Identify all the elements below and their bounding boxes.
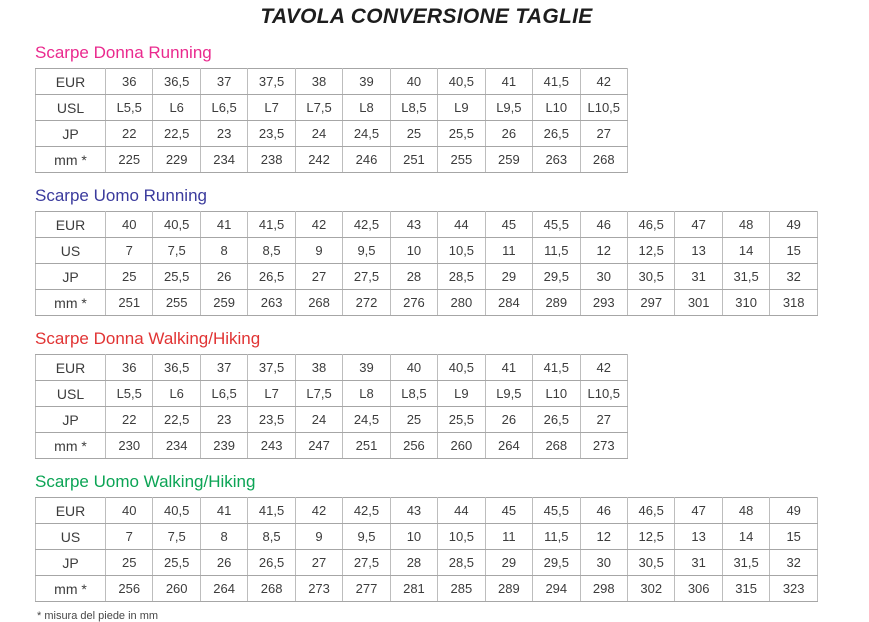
row-label: EUR [36, 212, 106, 238]
size-cell: 10,5 [438, 238, 485, 264]
size-cell: 24 [295, 407, 342, 433]
size-cell: 27 [295, 264, 342, 290]
size-cell: 259 [200, 290, 247, 316]
size-cell: 32 [770, 264, 818, 290]
row-label: USL [36, 381, 106, 407]
size-cell: 46,5 [627, 498, 674, 524]
size-cell: 45 [485, 498, 532, 524]
size-cell: 40,5 [153, 212, 200, 238]
size-cell: 25,5 [438, 121, 485, 147]
size-cell: 12 [580, 524, 627, 550]
size-cell: 268 [533, 433, 580, 459]
size-cell: 25,5 [438, 407, 485, 433]
size-cell: 42,5 [343, 212, 390, 238]
size-cell: 48 [722, 498, 769, 524]
size-cell: L7 [248, 95, 295, 121]
size-cell: 26,5 [533, 407, 580, 433]
size-cell: 251 [390, 147, 437, 173]
size-cell: 8 [200, 524, 247, 550]
size-cell: 26 [200, 264, 247, 290]
table-row [36, 264, 818, 290]
size-cell: 25 [390, 407, 437, 433]
size-cell: 46 [580, 212, 627, 238]
size-cell: 30,5 [627, 550, 674, 576]
size-cell: 26,5 [248, 550, 295, 576]
size-cell: 23 [200, 121, 247, 147]
size-cell: 40 [390, 355, 437, 381]
row-label: EUR [36, 355, 106, 381]
size-cell: 25 [390, 121, 437, 147]
size-cell: 29 [485, 264, 532, 290]
size-cell: 268 [248, 576, 295, 602]
size-cell: 28,5 [438, 264, 485, 290]
size-cell: 42 [295, 212, 342, 238]
size-cell: 31,5 [722, 550, 769, 576]
size-cell: 47 [675, 212, 722, 238]
size-cell: L8,5 [390, 95, 437, 121]
size-cell: 9 [295, 524, 342, 550]
table-row [36, 212, 818, 238]
size-cell: 230 [106, 433, 153, 459]
size-cell: 41 [200, 212, 247, 238]
size-cell: 44 [438, 498, 485, 524]
size-cell: L6 [153, 95, 200, 121]
size-cell: 9,5 [343, 524, 390, 550]
size-cell: 225 [106, 147, 153, 173]
size-cell: 30 [580, 264, 627, 290]
size-cell: 42,5 [343, 498, 390, 524]
size-cell: 256 [390, 433, 437, 459]
size-cell: 38 [295, 355, 342, 381]
tables [35, 43, 869, 602]
size-cell: 28,5 [438, 550, 485, 576]
size-cell: 263 [248, 290, 295, 316]
size-cell: 280 [438, 290, 485, 316]
table-row [36, 121, 628, 147]
conversion-table [35, 497, 818, 602]
size-cell: 302 [627, 576, 674, 602]
size-cell: 44 [438, 212, 485, 238]
size-cell: 45 [485, 212, 532, 238]
size-cell: L10 [533, 381, 580, 407]
size-cell: 47 [675, 498, 722, 524]
size-cell: 9 [295, 238, 342, 264]
size-cell: 26 [485, 407, 532, 433]
size-cell: L10,5 [580, 95, 627, 121]
size-cell: L9,5 [485, 95, 532, 121]
size-cell: 42 [295, 498, 342, 524]
size-cell: L8 [343, 381, 390, 407]
size-cell: 251 [343, 433, 390, 459]
size-cell: 49 [770, 212, 818, 238]
size-cell: 30,5 [627, 264, 674, 290]
conversion-table [35, 354, 628, 459]
size-cell: 277 [343, 576, 390, 602]
size-cell: 32 [770, 550, 818, 576]
size-cell: 25 [106, 264, 153, 290]
size-cell: 43 [390, 212, 437, 238]
size-cell: 36 [106, 355, 153, 381]
size-cell: 37 [200, 355, 247, 381]
size-cell: L5,5 [106, 381, 153, 407]
row-label: mm * [36, 433, 106, 459]
size-table-section [35, 43, 869, 173]
size-cell: 298 [580, 576, 627, 602]
size-cell: 41,5 [248, 498, 295, 524]
size-cell: L9,5 [485, 381, 532, 407]
size-cell: 13 [675, 524, 722, 550]
table-row [36, 498, 818, 524]
size-cell: L10,5 [580, 381, 627, 407]
size-cell: 272 [343, 290, 390, 316]
size-cell: 284 [485, 290, 532, 316]
size-cell: 310 [722, 290, 769, 316]
size-cell: 273 [295, 576, 342, 602]
size-cell: 46 [580, 498, 627, 524]
size-cell: 37 [200, 69, 247, 95]
size-cell: 42 [580, 69, 627, 95]
size-cell: 268 [580, 147, 627, 173]
size-cell: 27,5 [343, 264, 390, 290]
conversion-table [35, 68, 628, 173]
size-cell: 41,5 [248, 212, 295, 238]
size-cell: 40 [106, 212, 153, 238]
table-row [36, 433, 628, 459]
size-cell: 37,5 [248, 69, 295, 95]
size-cell: 40 [390, 69, 437, 95]
size-cell: 264 [485, 433, 532, 459]
size-cell: 30 [580, 550, 627, 576]
size-cell: L6 [153, 381, 200, 407]
size-cell: 42 [580, 355, 627, 381]
size-cell: 289 [533, 290, 580, 316]
size-cell: 242 [295, 147, 342, 173]
size-cell: L9 [438, 381, 485, 407]
size-cell: 40,5 [438, 355, 485, 381]
section-title: Scarpe Uomo Running [35, 186, 207, 205]
size-table-section [35, 329, 869, 459]
size-cell: 27 [295, 550, 342, 576]
size-cell: 243 [248, 433, 295, 459]
size-cell: 306 [675, 576, 722, 602]
size-cell: 26,5 [248, 264, 295, 290]
page-title: TAVOLA CONVERSIONE TAGLIE [260, 5, 593, 28]
table-row [36, 407, 628, 433]
size-cell: 247 [295, 433, 342, 459]
size-cell: 273 [580, 433, 627, 459]
table-row [36, 69, 628, 95]
section-title: Scarpe Donna Running [35, 43, 212, 62]
size-cell: 293 [580, 290, 627, 316]
row-label: JP [36, 121, 106, 147]
size-cell: 45,5 [533, 498, 580, 524]
row-label: JP [36, 407, 106, 433]
size-cell: 276 [390, 290, 437, 316]
size-cell: L8 [343, 95, 390, 121]
size-cell: 40,5 [438, 69, 485, 95]
size-cell: 8,5 [248, 524, 295, 550]
size-cell: 40,5 [153, 498, 200, 524]
size-cell: 7 [106, 524, 153, 550]
size-cell: 41,5 [533, 355, 580, 381]
size-cell: 246 [343, 147, 390, 173]
size-cell: 9,5 [343, 238, 390, 264]
size-cell: 256 [106, 576, 153, 602]
row-label: EUR [36, 498, 106, 524]
size-cell: 29,5 [533, 264, 580, 290]
size-cell: 31 [675, 550, 722, 576]
size-cell: 10 [390, 524, 437, 550]
size-cell: 26 [485, 121, 532, 147]
size-cell: 31 [675, 264, 722, 290]
row-label: JP [36, 264, 106, 290]
size-cell: 36,5 [153, 69, 200, 95]
size-cell: 41,5 [533, 69, 580, 95]
size-cell: 12 [580, 238, 627, 264]
size-cell: L7,5 [295, 95, 342, 121]
size-cell: 8 [200, 238, 247, 264]
size-cell: 27 [580, 121, 627, 147]
table-row [36, 381, 628, 407]
size-cell: 11,5 [533, 524, 580, 550]
size-cell: 301 [675, 290, 722, 316]
size-cell: L7 [248, 381, 295, 407]
size-cell: 39 [343, 355, 390, 381]
size-cell: L6,5 [200, 381, 247, 407]
size-cell: 27,5 [343, 550, 390, 576]
size-cell: 23,5 [248, 121, 295, 147]
size-cell: 36,5 [153, 355, 200, 381]
size-cell: 45,5 [533, 212, 580, 238]
size-cell: 40 [106, 498, 153, 524]
size-cell: 12,5 [627, 238, 674, 264]
size-cell: 323 [770, 576, 818, 602]
size-table-section [35, 472, 869, 602]
size-cell: 11 [485, 524, 532, 550]
size-cell: 38 [295, 69, 342, 95]
conversion-table [35, 211, 818, 316]
size-cell: L6,5 [200, 95, 247, 121]
size-cell: 238 [248, 147, 295, 173]
size-cell: 27 [580, 407, 627, 433]
size-cell: 25,5 [153, 264, 200, 290]
size-cell: 281 [390, 576, 437, 602]
size-cell: 41 [200, 498, 247, 524]
size-cell: 297 [627, 290, 674, 316]
footnote: * misura del piede in mm [37, 610, 159, 622]
size-cell: 229 [153, 147, 200, 173]
size-table-section [35, 186, 869, 316]
size-cell: 285 [438, 576, 485, 602]
size-cell: 29 [485, 550, 532, 576]
size-cell: 10,5 [438, 524, 485, 550]
size-cell: 239 [200, 433, 247, 459]
row-label: EUR [36, 69, 106, 95]
size-cell: 8,5 [248, 238, 295, 264]
size-cell: 268 [295, 290, 342, 316]
size-cell: 25 [106, 550, 153, 576]
size-cell: 24,5 [343, 407, 390, 433]
size-cell: 260 [438, 433, 485, 459]
size-cell: 7,5 [153, 524, 200, 550]
size-cell: 26 [200, 550, 247, 576]
size-cell: 7 [106, 238, 153, 264]
size-cell: 255 [438, 147, 485, 173]
size-cell: 25,5 [153, 550, 200, 576]
table-row [36, 147, 628, 173]
size-cell: 260 [153, 576, 200, 602]
size-cell: 11,5 [533, 238, 580, 264]
size-cell: 29,5 [533, 550, 580, 576]
size-cell: 48 [722, 212, 769, 238]
table-row [36, 524, 818, 550]
size-cell: L8,5 [390, 381, 437, 407]
table-row [36, 238, 818, 264]
table-row [36, 290, 818, 316]
size-cell: 12,5 [627, 524, 674, 550]
size-cell: 15 [770, 238, 818, 264]
size-cell: L10 [533, 95, 580, 121]
size-cell: 251 [106, 290, 153, 316]
size-cell: 259 [485, 147, 532, 173]
size-cell: 22 [106, 121, 153, 147]
size-cell: 22 [106, 407, 153, 433]
size-cell: 318 [770, 290, 818, 316]
size-cell: 26,5 [533, 121, 580, 147]
size-cell: 23 [200, 407, 247, 433]
size-cell: 10 [390, 238, 437, 264]
size-cell: 24,5 [343, 121, 390, 147]
row-label: USL [36, 95, 106, 121]
size-cell: 7,5 [153, 238, 200, 264]
size-cell: 22,5 [153, 407, 200, 433]
size-cell: L9 [438, 95, 485, 121]
size-cell: 289 [485, 576, 532, 602]
size-cell: 28 [390, 264, 437, 290]
size-cell: 234 [200, 147, 247, 173]
size-cell: 15 [770, 524, 818, 550]
size-cell: 315 [722, 576, 769, 602]
size-cell: 43 [390, 498, 437, 524]
table-row [36, 550, 818, 576]
size-cell: L7,5 [295, 381, 342, 407]
size-cell: 13 [675, 238, 722, 264]
size-cell: 36 [106, 69, 153, 95]
size-cell: 14 [722, 238, 769, 264]
size-cell: 294 [533, 576, 580, 602]
size-cell: 41 [485, 69, 532, 95]
section-title: Scarpe Donna Walking/Hiking [35, 329, 261, 348]
size-cell: 49 [770, 498, 818, 524]
row-label: mm * [36, 290, 106, 316]
size-cell: 37,5 [248, 355, 295, 381]
row-label: JP [36, 550, 106, 576]
section-title: Scarpe Uomo Walking/Hiking [35, 472, 256, 491]
size-cell: 11 [485, 238, 532, 264]
table-row [36, 95, 628, 121]
size-cell: 234 [153, 433, 200, 459]
size-cell: 39 [343, 69, 390, 95]
row-label: mm * [36, 576, 106, 602]
size-cell: 263 [533, 147, 580, 173]
size-cell: 22,5 [153, 121, 200, 147]
size-cell: 46,5 [627, 212, 674, 238]
size-cell: 28 [390, 550, 437, 576]
size-cell: 41 [485, 355, 532, 381]
size-cell: 23,5 [248, 407, 295, 433]
row-label: US [36, 524, 106, 550]
size-cell: 14 [722, 524, 769, 550]
table-row [36, 576, 818, 602]
table-row [36, 355, 628, 381]
size-cell: 255 [153, 290, 200, 316]
size-cell: 24 [295, 121, 342, 147]
size-cell: L5,5 [106, 95, 153, 121]
size-cell: 31,5 [722, 264, 769, 290]
size-cell: 264 [200, 576, 247, 602]
row-label: US [36, 238, 106, 264]
row-label: mm * [36, 147, 106, 173]
